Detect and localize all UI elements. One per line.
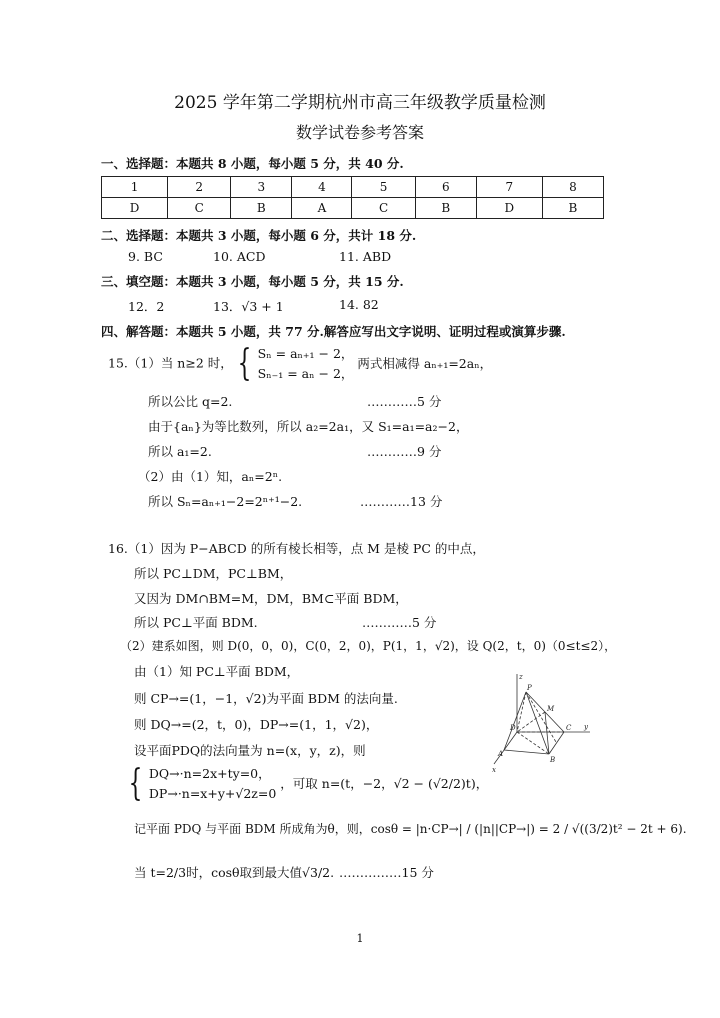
segment-DM xyxy=(517,712,545,732)
page-number: 1 xyxy=(356,932,364,945)
q15-eq1: Sₙ = aₙ₊₁ − 2， xyxy=(257,346,354,361)
q15-line1 xyxy=(108,344,492,384)
answer-9: 9. BC xyxy=(128,249,163,264)
q15-line2: 所以公比 q=2. xyxy=(148,394,233,409)
segment-PQ xyxy=(526,692,556,742)
q16-line4: 所以 PC⊥平面 BDM. xyxy=(134,615,258,630)
figure-label: M xyxy=(547,705,555,713)
table-cell: 6 xyxy=(415,177,476,198)
q15-prefix: 15.（1）当 n≥2 时， xyxy=(108,355,233,371)
q16-system xyxy=(149,764,276,804)
table-cell: 4 xyxy=(292,177,352,198)
left-brace-icon: { xyxy=(237,343,252,384)
q15-line3: 由于{aₙ}为等比数列，所以 a₂=2a₁，又 S₁=a₁=a₂−2， xyxy=(148,419,469,434)
q16-line8: 则 DQ→=(2，t，0)，DP→=(1，1，√2)， xyxy=(134,717,379,732)
section1-heading: 一、选择题：本题共 8 小题，每小题 5 分，共 40 分. xyxy=(101,156,404,171)
table-cell: C xyxy=(352,198,415,219)
answer-11: 11. ABD xyxy=(339,249,392,264)
table-row-answers xyxy=(102,198,604,219)
edge-AB xyxy=(504,750,549,754)
q15-line6: 所以 Sₙ=aₙ₊₁−2=2ⁿ⁺¹−2. xyxy=(148,494,303,509)
table-cell: 1 xyxy=(102,177,168,198)
table-cell: B xyxy=(231,198,292,219)
figure-label: A xyxy=(498,750,504,758)
q15-line4: 所以 a₁=2. xyxy=(148,444,212,459)
edge-PA xyxy=(504,692,526,750)
q15-score2: …………5 分 xyxy=(367,394,442,409)
q16-score12: ……………15 分 xyxy=(339,865,434,880)
q16-line6: 由（1）知 PC⊥平面 BDM， xyxy=(134,664,300,679)
q16-line3: 又因为 DM∩BM=M，DM，BM⊂平面 BDM， xyxy=(134,591,408,606)
table-cell: D xyxy=(102,198,168,219)
q16-score4: …………5 分 xyxy=(362,615,437,630)
table-cell: D xyxy=(476,198,542,219)
table-cell: B xyxy=(415,198,476,219)
answer-13: 13．√3 + 1 xyxy=(213,299,284,314)
table-cell: 3 xyxy=(231,177,292,198)
section3-heading: 三、填空题：本题共 3 小题，每小题 5 分，共 15 分. xyxy=(101,274,404,289)
figure-label: C xyxy=(566,724,572,732)
x-axis xyxy=(494,732,517,764)
table-cell: C xyxy=(168,198,231,219)
q16-line12: 当 t=2/3时，cosθ取到最大值√3/2. xyxy=(134,865,335,880)
answer-table xyxy=(101,176,604,219)
table-cell: 5 xyxy=(352,177,415,198)
q15-score4: …………9 分 xyxy=(367,444,442,459)
left-brace-icon: { xyxy=(128,763,143,804)
figure-label: x xyxy=(492,766,496,774)
edge-BC xyxy=(549,732,564,754)
q16-line5: （2）建系如图，则 D(0，0，0)，C(0，2，0)，P(1，1，√2)，设 Q(2，t，0)（0≤t≤2）， xyxy=(120,639,617,653)
q16-sys1: DQ→·n=2x+ty=0， xyxy=(148,766,271,781)
q16-system-line xyxy=(124,764,488,804)
q16-line9: 设平面PDQ的法向量为 n=(x，y，z)，则 xyxy=(134,743,366,758)
q16-line11: 记平面 PDQ 与平面 BDM 所成角为θ，则，cosθ = |n·CP→| / (|n||CP→|) = 2 / √((3/2)t² − 2t + 6). xyxy=(134,822,687,836)
figure-label: D xyxy=(510,724,516,732)
answer-12: 12．2 xyxy=(128,299,165,314)
table-cell: B xyxy=(542,198,603,219)
q15-system xyxy=(258,344,354,384)
q16-line1: 16.（1）因为 P−ABCD 的所有棱长相等，点 M 是棱 PC 的中点， xyxy=(108,541,485,556)
page-title: 2025 学年第二学期杭州市高三年级教学质量检测 xyxy=(174,93,546,113)
pyramid-figure xyxy=(484,670,594,776)
q16-line7: 则 CP→=(1，−1，√2)为平面 BDM 的法向量. xyxy=(134,691,398,706)
answer-10: 10. ACD xyxy=(213,249,266,264)
table-cell: 8 xyxy=(542,177,603,198)
diagonal-DB xyxy=(517,732,549,754)
figure-label: B xyxy=(550,756,556,764)
figure-label: z xyxy=(519,673,523,681)
table-cell: A xyxy=(292,198,352,219)
table-cell: 2 xyxy=(168,177,231,198)
section2-heading: 二、选择题：本题共 3 小题，每小题 6 分，共计 18 分. xyxy=(101,228,417,243)
figure-label: P xyxy=(527,684,532,692)
q15-eq2: Sₙ₋₁ = aₙ − 2， xyxy=(257,366,354,381)
page-subtitle: 数学试卷参考答案 xyxy=(295,123,424,142)
q15-suffix: 两式相减得 aₙ₊₁=2aₙ， xyxy=(357,356,493,371)
q16-line2: 所以 PC⊥DM，PC⊥BM， xyxy=(134,566,293,581)
q15-score6: …………13 分 xyxy=(360,494,443,509)
edge-PB xyxy=(526,692,549,754)
section4-heading: 四、解答题：本题共 5 小题，共 77 分.解答应写出文字说明、证明过程或演算步骤. xyxy=(101,324,566,339)
q15-line5: （2）由（1）知，aₙ=2ⁿ. xyxy=(138,469,283,484)
table-cell: 7 xyxy=(476,177,542,198)
q16-sys-suffix: ，可取 n=(t，−2，√2 − (√2/2)t)， xyxy=(280,776,489,791)
q16-sys2: DP→·n=x+y+√2z=0 xyxy=(148,786,277,801)
table-row-numbers xyxy=(102,177,604,198)
answer-14: 14. 82 xyxy=(339,297,379,312)
figure-label: y xyxy=(584,723,588,731)
